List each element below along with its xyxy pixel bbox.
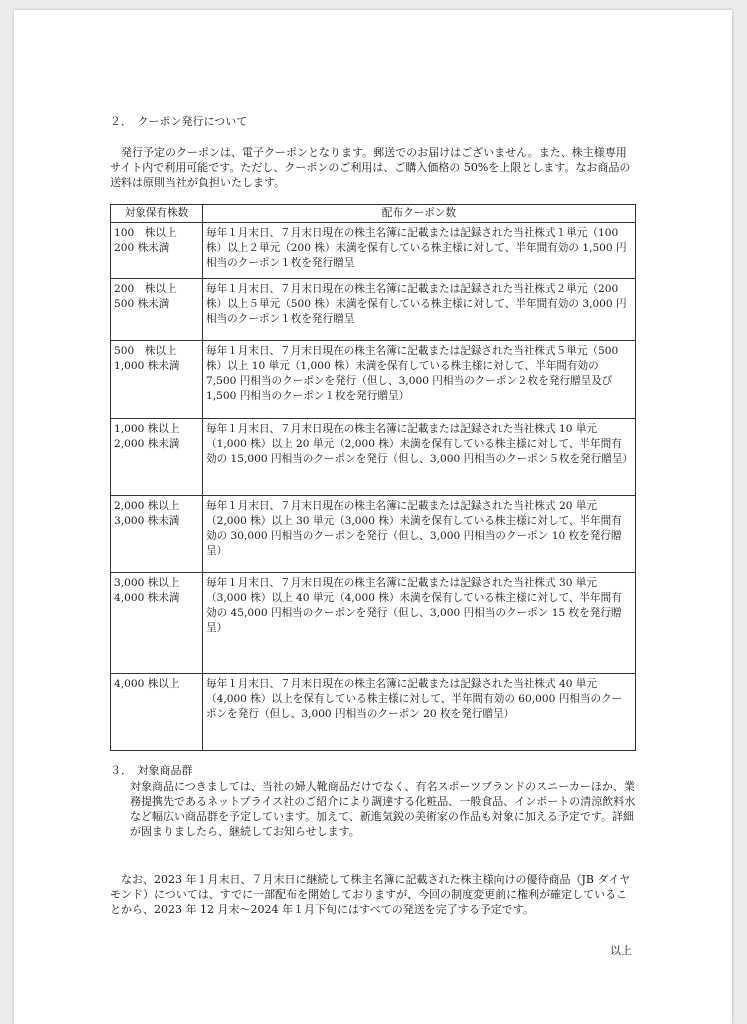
row-description: 毎年１月末日、７月末日現在の株主名簿に記載または記録された当社株式 20 単元（2,000 株）以上 30 単元（3,000 株）未満を保有している株主様に対して、半年間有効の 30,000 円相当のクーポンを発行（但し、3,000 円相当のクーポン 10 枚を発行贈呈） xyxy=(203,496,636,573)
row-description: 毎年１月末日、７月末日現在の株主名簿に記載または記録された当社株式５単元（500 株）以上 10 単元（1,000 株）未満を保有している株主様に対して、半年間有効の 7,500 円相当のクーポンを発行（但し、3,000 円相当のクーポン２枚を発行贈呈及び 1,500 円相当のクーポン１枚を発行贈呈） xyxy=(203,341,636,419)
row-description: 毎年１月末日、７月末日現在の株主名簿に記載または記録された当社株式 40 単元（4,000 株）以上を保有している株主様に対して、半年間有効の 60,000 円相当のクーポンを発行（但し、3,000 円相当のクーポン 20 枚を発行贈呈） xyxy=(203,674,636,751)
table-row xyxy=(111,223,636,279)
table-row xyxy=(111,674,636,751)
table-row xyxy=(111,279,636,341)
section-3-heading: ３． 対象商品群 xyxy=(110,764,193,777)
row-shares: 200 株以上 500 株未満 xyxy=(111,279,203,341)
row-shares: 100 株以上 200 株未満 xyxy=(111,223,203,279)
row-shares: 4,000 株以上 xyxy=(111,674,203,751)
section-2-heading: ２． クーポン発行について xyxy=(110,115,248,128)
table-row xyxy=(111,573,636,674)
row-description: 毎年１月末日、７月末日現在の株主名簿に記載または記録された当社株式１単元（100 株）以上２単元（200 株）未満を保有している株主様に対して、半年間有効の 1,500 円相当のクーポン１枚を発行贈呈 xyxy=(203,223,636,279)
closing-ijo: 以上 xyxy=(610,944,632,957)
table-header-row xyxy=(111,205,636,223)
closing-note: なお、2023 年１月末日、７月末日に継続して株主名簿に記載された株主様向けの優待商品（JB ダイヤモンド）については、すでに一部配布を開始しておりますが、今回の制度変更前に権利が確定していることから、2023 年 12 月末～2024 年１月下旬にはすべての発送を完了する予定です。 xyxy=(110,873,631,916)
section-2-intro: 発行予定のクーポンは、電子クーポンとなります。郵送でのお届けはございません。また、株主様専用サイト内で利用可能です。ただし、クーポンのご利用は、ご購入価格の 50%を上限とします。なお商品の送料は原則当社が負担いたします。 xyxy=(110,146,631,189)
row-shares: 1,000 株以上 2,000 株未満 xyxy=(111,419,203,496)
row-description: 毎年１月末日、７月末日現在の株主名簿に記載または記録された当社株式 10 単元（1,000 株）以上 20 単元（2,000 株）未満を保有している株主様に対して、半年間有効の 15,000 円相当のクーポンを発行（但し、3,000 円相当のクーポン５枚を発行贈呈） xyxy=(203,419,636,496)
coupon-table xyxy=(110,204,636,751)
row-description: 毎年１月末日、７月末日現在の株主名簿に記載または記録された当社株式２単元（200 株）以上５単元（500 株）未満を保有している株主様に対して、半年間有効の 3,000 円相当のクーポン１枚を発行贈呈 xyxy=(203,279,636,341)
section-3-body: 対象商品につきましては、当社の婦人靴商品だけでなく、有名スポーツブランドのスニーカーほか、業務提携先であるネットプライス社のご紹介により調達する化粧品、一般食品、インポートの清涼飲料水など幅広い商品群を予定しています。加えて、新進気鋭の美術家の作品も対象に加える予定です。詳細が固まりましたら、継続してお知らせします。 xyxy=(130,780,636,838)
document-page xyxy=(14,10,732,1024)
row-shares: 500 株以上 1,000 株未満 xyxy=(111,341,203,419)
header-coupon: 配布クーポン数 xyxy=(203,205,636,223)
table-row xyxy=(111,419,636,496)
row-shares: 2,000 株以上 3,000 株未満 xyxy=(111,496,203,573)
header-shares: 対象保有株数 xyxy=(111,205,203,223)
table-row xyxy=(111,496,636,573)
row-description: 毎年１月末日、７月末日現在の株主名簿に記載または記録された当社株式 30 単元（3,000 株）以上 40 単元（4,000 株）未満を保有している株主様に対して、半年間有効の 45,000 円相当のクーポンを発行（但し、3,000 円相当のクーポン 15 枚を発行贈呈） xyxy=(203,573,636,674)
row-shares: 3,000 株以上 4,000 株未満 xyxy=(111,573,203,674)
table-row xyxy=(111,341,636,419)
